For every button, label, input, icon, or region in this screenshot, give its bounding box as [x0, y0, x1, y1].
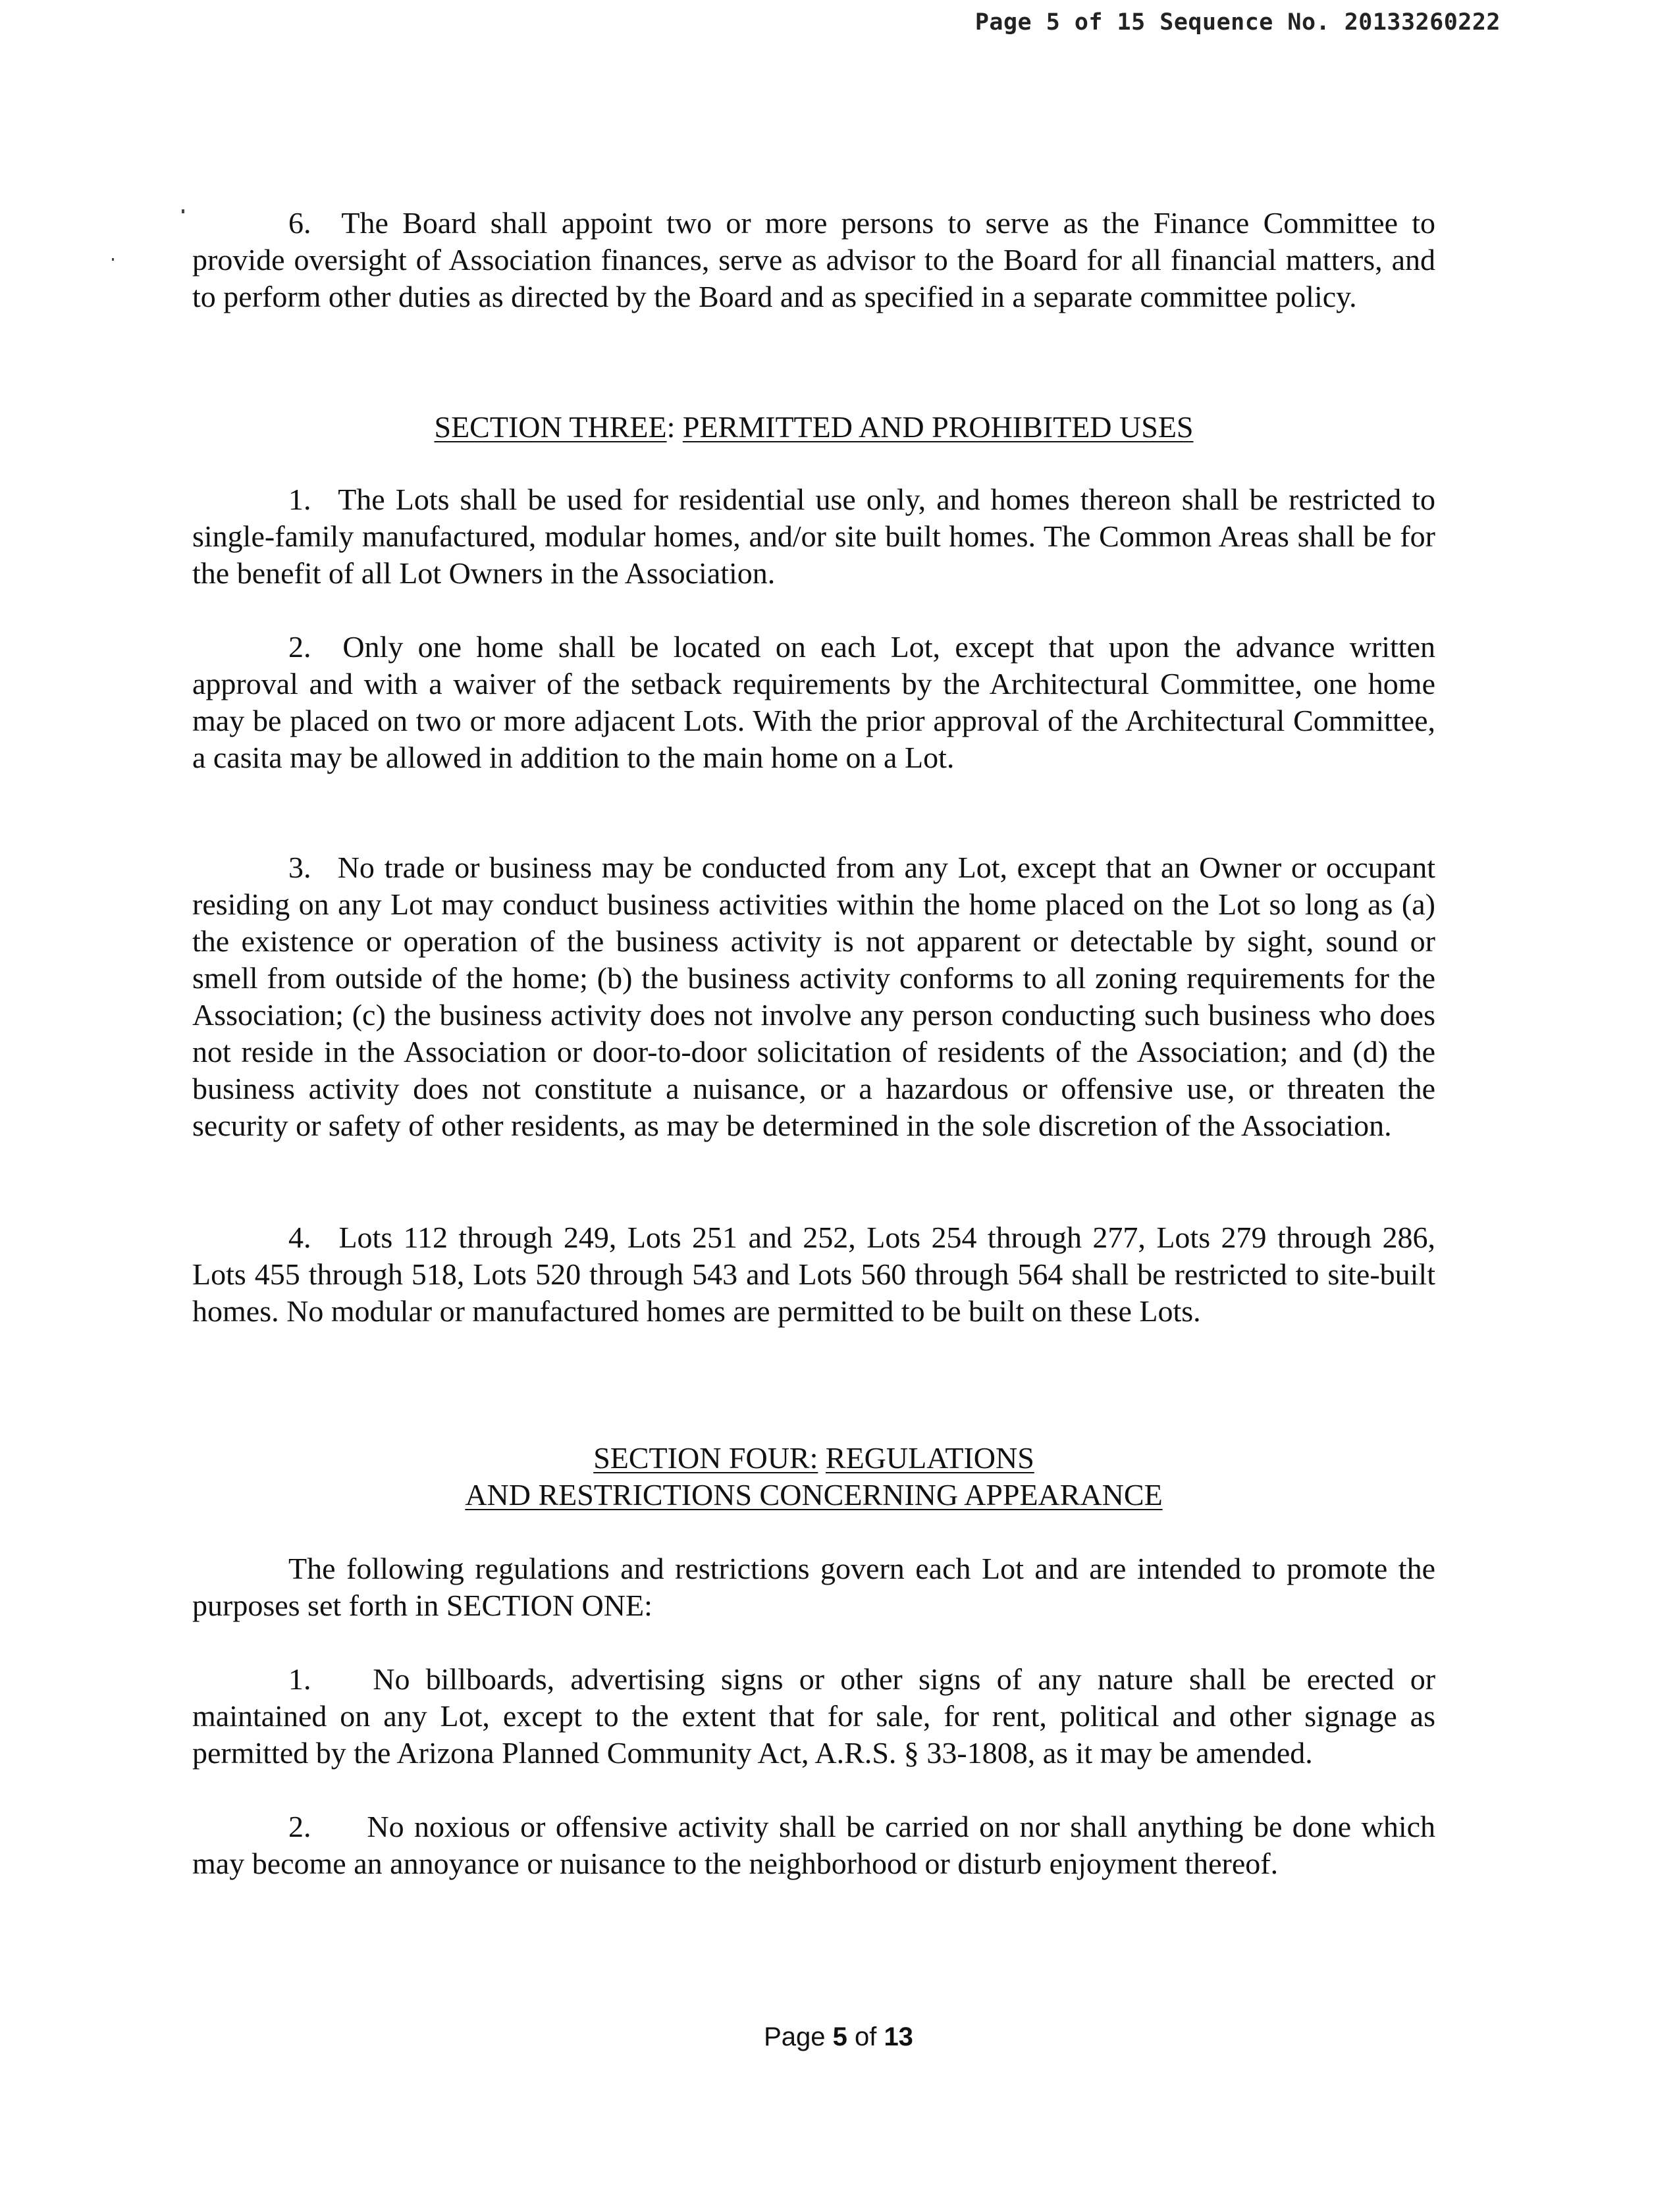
- item-number: 6.: [288, 206, 311, 240]
- paragraph-6: [192, 205, 1435, 315]
- item-number: 3.: [288, 851, 311, 884]
- paragraph-text: No trade or business may be conducted from any Lot, except that an Owner or occupant residing on any Lot may conduct business activities within the home placed on the Lot so long as (a) the existence or operation of the business activity is not apparent or detectable by sight, sound or smell from outside of the home; (b) the business activity conforms to all zoning requirements for the Association; (c) the business activity does not involve any person conducting such business who does not reside in the Association or door-to-door solicitation of residents of the Association; and (d) the business activity does not constitute a nuisance, or a hazardous or offensive use, or threaten the security or safety of other residents, as may be determined in the sole discretion of the Association.: [192, 851, 1436, 1142]
- section-four-item-1: [192, 1661, 1435, 1772]
- item-number: 2.: [288, 1810, 311, 1843]
- section-three-item-3: [192, 849, 1435, 1144]
- section-title-line-2: AND RESTRICTIONS CONCERNING APPEARANCE: [465, 1478, 1163, 1512]
- footer-page-number: 5: [832, 2022, 847, 2051]
- recording-stamp: Page 5 of 15 Sequence No. 20133260222: [974, 9, 1501, 36]
- paragraph-text: No billboards, advertising signs or other signs of any nature shall be erected or maintained on any Lot, except to the extent that for sale, for rent, political and other signage as permitted by the Arizona Planned Community Act, A.R.S. § 33-1808, as it may be amended.: [192, 1662, 1436, 1770]
- section-three-heading: [192, 409, 1435, 446]
- section-separator: :: [666, 410, 683, 444]
- section-label: SECTION THREE: [434, 410, 667, 444]
- item-number: 2.: [288, 630, 311, 664]
- section-four-intro: [192, 1550, 1435, 1624]
- section-three-item-2: [192, 629, 1435, 776]
- intro-text: The following regulations and restrictions govern each Lot and are intended to promote the purposes set forth in SECTION ONE:: [192, 1552, 1435, 1622]
- paragraph-text: Only one home shall be located on each Lot, except that upon the advance written approval and with a waiver of the setback requirements by the Architectural Committee, one home may be placed on two or more adjacent Lots. With the prior approval of the Architectural Committee, a casita may be allowed in addition to the main home on a Lot.: [192, 630, 1436, 774]
- section-four-item-2: [192, 1808, 1435, 1882]
- paragraph-text: No noxious or offensive activity shall be carried on nor shall anything be done which may become an annoyance or nuisance to the neighborhood or disturb enjoyment thereof.: [192, 1810, 1436, 1880]
- section-title: PERMITTED AND PROHIBITED USES: [682, 410, 1194, 444]
- scan-speck: [182, 209, 184, 213]
- item-number: 4.: [288, 1221, 311, 1254]
- footer-page-total: 13: [884, 2022, 913, 2051]
- item-number: 1.: [288, 483, 311, 516]
- paragraph-text: The Board shall appoint two or more persons to serve as the Finance Committee to provide oversight of Association finances, serve as advisor to the Board for all financial matters, and to perform other duties as directed by the Board and as specified in a separate committee policy.: [192, 206, 1435, 313]
- paragraph-text: The Lots shall be used for residential use only, and homes thereon shall be restricted to single-family manufactured, modular homes, and/or site built homes. The Common Areas shall be for the benefit of all Lot Owners in the Association.: [192, 483, 1436, 590]
- section-title-line-1: REGULATIONS: [825, 1441, 1034, 1475]
- footer-middle: of: [847, 2022, 884, 2051]
- section-four-heading: [192, 1440, 1435, 1514]
- page-footer: [0, 2022, 1677, 2052]
- paragraph-text: Lots 112 through 249, Lots 251 and 252, Lots 254 through 277, Lots 279 through 286, Lots 455 through 518, Lots 520 through 543 and Lots 560 through 564 shall be restricted to site-built homes. No modular or manufactured homes are permitted to be built on these Lots.: [192, 1221, 1435, 1328]
- section-three-item-4: [192, 1219, 1435, 1330]
- section-label: SECTION FOUR:: [593, 1441, 818, 1475]
- scan-speck: [112, 258, 114, 261]
- item-number: 1.: [288, 1662, 311, 1696]
- footer-prefix: Page: [764, 2022, 833, 2051]
- section-three-item-1: [192, 481, 1435, 592]
